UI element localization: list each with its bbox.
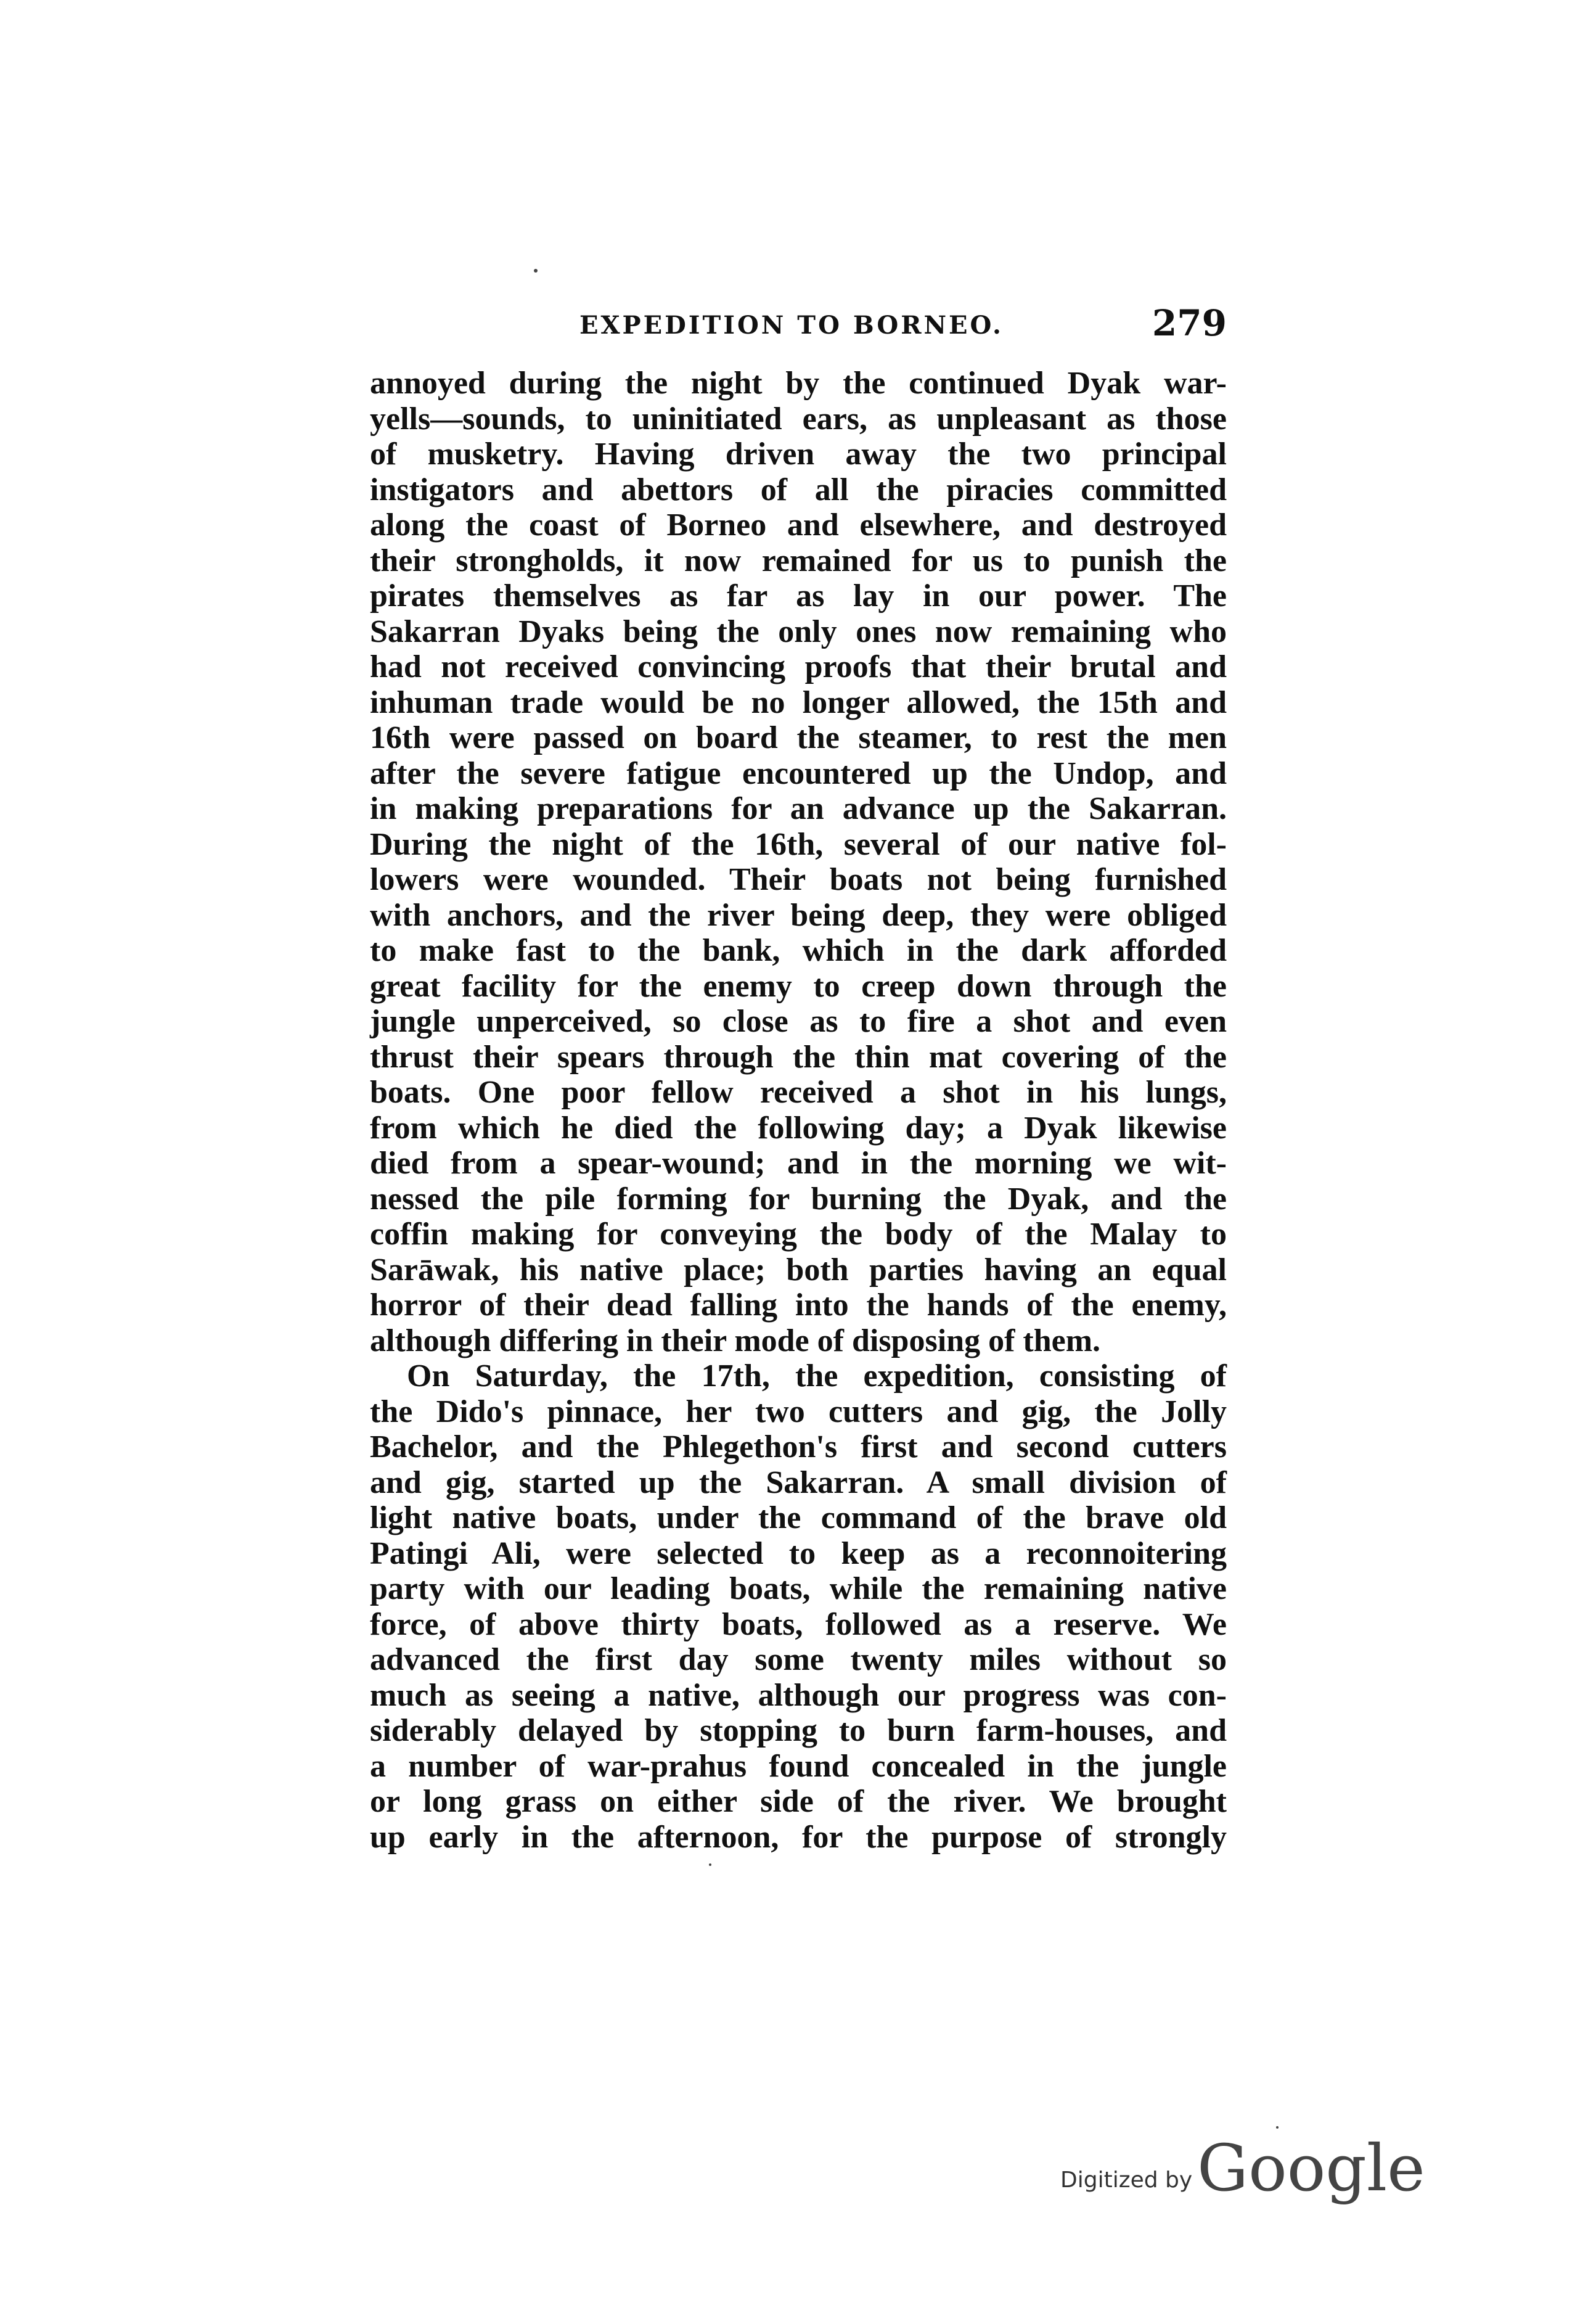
text-line: inhuman trade would be no longer allowed, the 15th and (370, 684, 1227, 720)
text-line: Bachelor, and the Phlegethon's first and second cutters (370, 1429, 1227, 1464)
text-line: During the night of the 16th, several of our native fol- (370, 826, 1227, 862)
text-line: boats. One poor fellow received a shot in his lungs, (370, 1075, 1227, 1110)
text-line: with anchors, and the river being deep, they were obliged (370, 897, 1227, 933)
ink-speck (534, 269, 538, 273)
text-line: of musketry. Having driven away the two principal (370, 437, 1227, 472)
text-line: jungle unperceived, so close as to fire a shot and even (370, 1004, 1227, 1039)
text-line: party with our leading boats, while the remaining native (370, 1571, 1227, 1606)
text-line: On Saturday, the 17th, the expedition, consisting of (407, 1358, 1227, 1394)
text-line: lowers were wounded. Their boats not being furnished (370, 862, 1227, 897)
text-line: and gig, started up the Sakarran. A small division of (370, 1464, 1227, 1500)
text-line: along the coast of Borneo and elsewhere, and destroyed (370, 507, 1227, 543)
text-line: pirates themselves as far as lay in our power. The (370, 578, 1227, 614)
text-line: great facility for the enemy to creep down through the (370, 968, 1227, 1004)
text-line: up early in the afternoon, for the purpose of strongly (370, 1819, 1227, 1855)
text-line: or long grass on either side of the river. We brought (370, 1784, 1227, 1819)
text-line: yells—sounds, to uninitiated ears, as unpleasant as those (370, 401, 1227, 437)
text-line: advanced the first day some twenty miles without so (370, 1642, 1227, 1677)
google-logo: Google (1197, 2130, 1425, 2206)
text-line: Sarāwak, his native place; both parties having an equal (370, 1252, 1227, 1288)
text-line: light native boats, under the command of the brave old (370, 1500, 1227, 1535)
running-title: EXPEDITION TO BORNEO. (579, 311, 1004, 340)
text-line: force, of above thirty boats, followed as a reserve. We (370, 1606, 1227, 1642)
text-line: had not received convincing proofs that their brutal and (370, 649, 1227, 684)
text-line: their strongholds, it now remained for us to punish the (370, 543, 1227, 578)
text-line: died from a spear-wound; and in the morning we wit- (370, 1146, 1227, 1181)
text-line: the Dido's pinnace, her two cutters and gig, the Jolly (370, 1394, 1227, 1429)
text-line: instigators and abettors of all the piracies committed (370, 472, 1227, 507)
page-number: 279 (1152, 302, 1227, 344)
text-line: horror of their dead falling into the hands of the enemy, (370, 1288, 1227, 1323)
page-header (370, 302, 1227, 351)
digitized-by-google-watermark (1060, 2130, 1425, 2206)
text-line: nessed the pile forming for burning the Dyak, and the (370, 1181, 1227, 1217)
body-text (370, 366, 1227, 1855)
text-line: a number of war-prahus found concealed in the jungle (370, 1748, 1227, 1784)
text-line: from which he died the following day; a Dyak likewise (370, 1110, 1227, 1146)
text-line: thrust their spears through the thin mat covering of the (370, 1039, 1227, 1075)
text-line: siderably delayed by stopping to burn farm-houses, and (370, 1713, 1227, 1748)
text-line: 16th were passed on board the steamer, to rest the men (370, 720, 1227, 755)
text-line: after the severe fatigue encountered up the Undop, and (370, 755, 1227, 791)
text-line: to make fast to the bank, which in the dark afforded (370, 933, 1227, 968)
text-line: coffin making for conveying the body of the Malay to (370, 1217, 1227, 1252)
text-line: much as seeing a native, although our progress was con- (370, 1677, 1227, 1713)
ink-speck (709, 1863, 711, 1866)
ink-speck (1276, 2126, 1279, 2129)
text-line: Sakarran Dyaks being the only ones now remaining who (370, 614, 1227, 649)
digitized-by-text: Digitized by (1060, 2167, 1193, 2193)
text-line: although differing in their mode of disposing of them. (370, 1323, 1101, 1358)
text-line: annoyed during the night by the continued Dyak war- (370, 366, 1227, 401)
text-line: Patingi Ali, were selected to keep as a reconnoitering (370, 1535, 1227, 1571)
text-line: in making preparations for an advance up the Sakarran. (370, 791, 1227, 826)
